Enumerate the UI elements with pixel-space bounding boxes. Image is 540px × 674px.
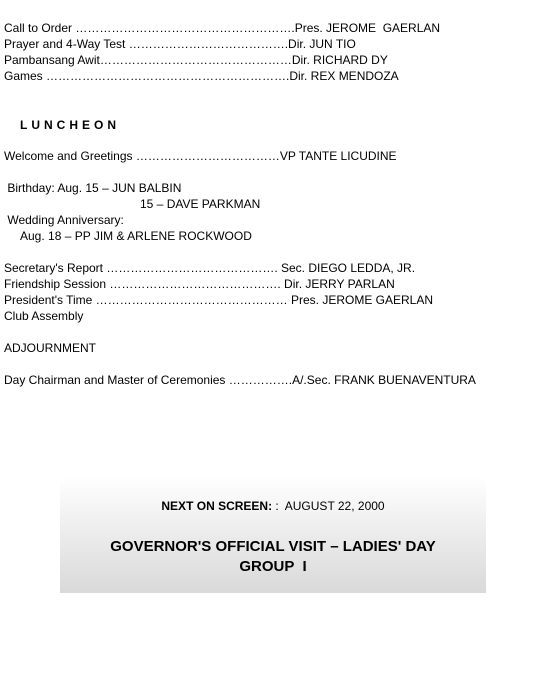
day-chairman-line: Day Chairman and Master of Ceremonies …………….A/.Sec. FRANK BUENAVENTURA — [4, 373, 476, 387]
next-on-screen-banner — [60, 477, 486, 593]
birthday-line-2: 15 – DAVE PARKMAN — [140, 197, 261, 211]
program-item-anthem: Pambansang Awit…………………………………………Dir. RICHARD DY — [4, 53, 388, 67]
next-on-screen-line — [60, 499, 486, 513]
welcome-line: Welcome and Greetings ………………………………VP TANTE LICUDINE — [4, 149, 397, 163]
program-item-prayer: Prayer and 4-Way Test ………………………………….Dir. JUN TIO — [4, 37, 356, 51]
birthday-line: Birthday: Aug. 15 – JUN BALBIN — [4, 181, 182, 195]
next-event-title — [60, 537, 486, 577]
anniversary-line: Aug. 18 – PP JIM & ARLENE ROCKWOOD — [20, 229, 252, 243]
next-event-line-1: GOVERNOR'S OFFICIAL VISIT – LADIES' DAY — [110, 538, 436, 555]
report-secretary: Secretary's Report ……………………………………. Sec. DIEGO LEDDA, JR. — [4, 261, 416, 275]
next-on-screen-label: NEXT ON SCREEN: — [161, 499, 273, 513]
next-on-screen-separator: : — [272, 499, 285, 513]
next-on-screen-date: AUGUST 22, 2000 — [284, 499, 385, 513]
luncheon-heading: LUNCHEON — [20, 118, 120, 132]
report-president: President's Time ………………………………………… Pres. JEROME GAERLAN — [4, 293, 434, 307]
program-item-call-to-order: Call to Order ……………………………………………….Pres. JEROME GAERLAN — [4, 21, 441, 35]
adjournment: ADJOURNMENT — [4, 341, 96, 355]
next-event-line-2: GROUP I — [239, 558, 307, 575]
anniversary-label: Wedding Anniversary: — [4, 213, 124, 227]
program-item-games: Games …………………………………………………….Dir. REX MENDOZA — [4, 69, 399, 83]
report-club-assembly: Club Assembly — [4, 309, 84, 323]
report-friendship: Friendship Session ……………………………………. Dir. JERRY PARLAN — [4, 277, 395, 291]
